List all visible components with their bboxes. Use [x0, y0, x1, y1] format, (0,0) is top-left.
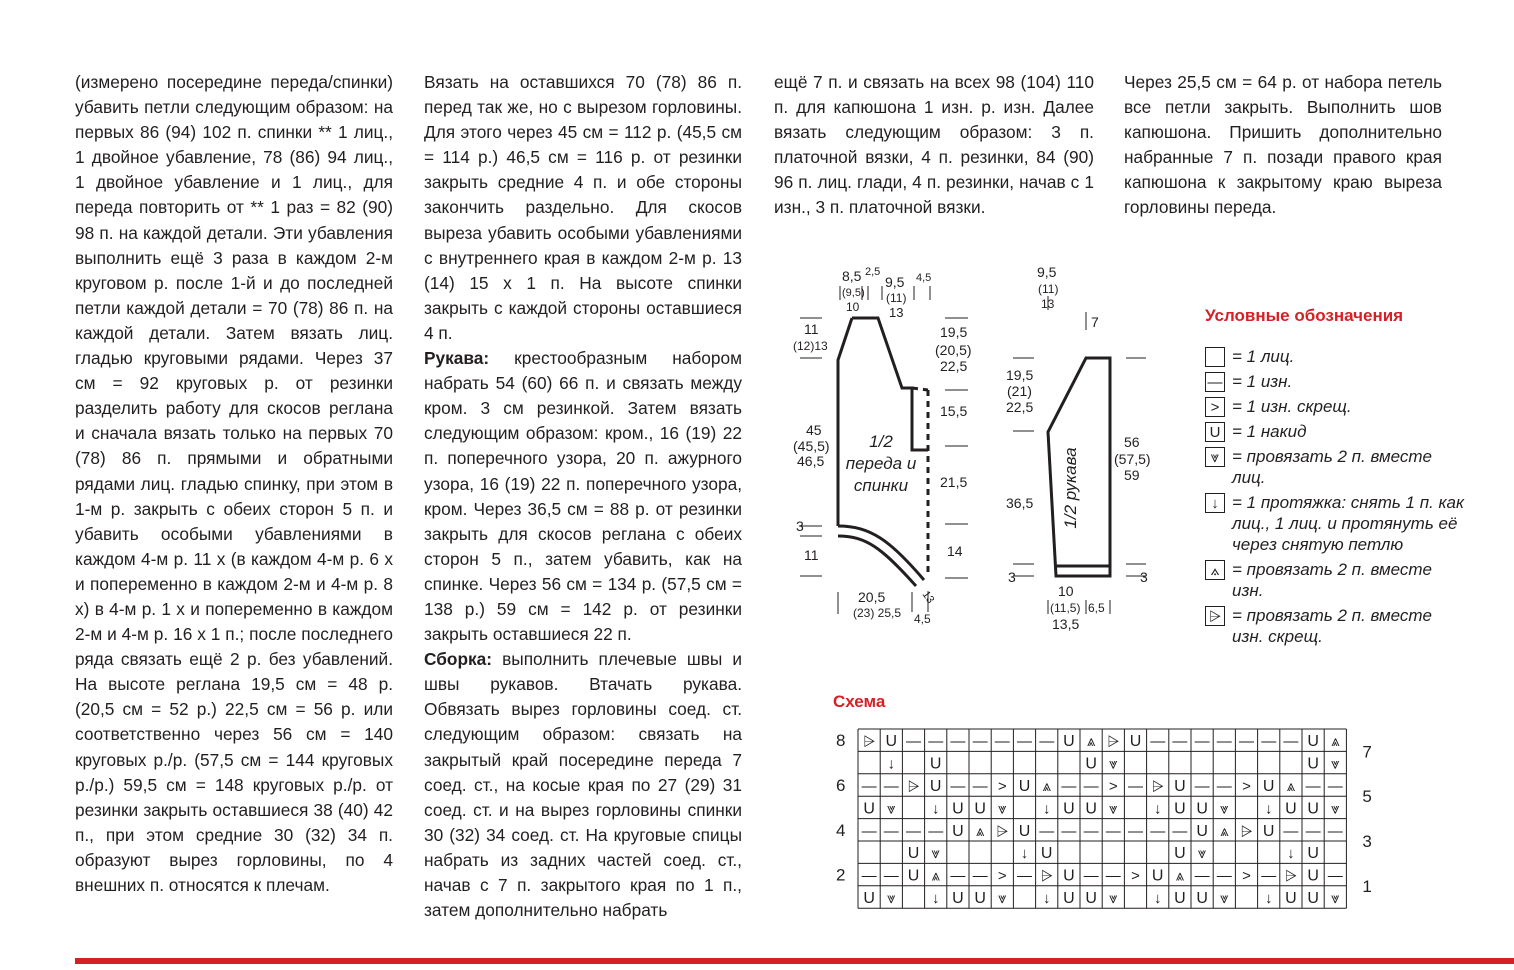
stitch-symbol: U	[1085, 755, 1097, 773]
dim-top-a: 8,5	[842, 268, 862, 284]
stitch-symbol: U	[1040, 845, 1053, 863]
row-label-left: 6	[836, 776, 846, 795]
stitch-symbol: U	[952, 890, 964, 907]
stitch-symbol: —	[972, 733, 988, 751]
stitch-symbol: U	[1063, 800, 1075, 818]
dim-right1-sub: (20,5)	[935, 342, 972, 358]
stitch-symbol: ↓	[1020, 845, 1029, 863]
stitch-symbol: —	[1216, 778, 1232, 795]
dim-left4: 11	[804, 547, 819, 563]
stitch-symbol: —	[1150, 733, 1166, 751]
stitch-symbol: —	[1261, 867, 1277, 885]
paragraph-sleeves	[424, 346, 742, 647]
stitch-symbol: —	[1039, 733, 1055, 751]
stitch-symbol: ⩥	[1107, 733, 1120, 751]
sleeve-left2: 36,5	[1006, 495, 1034, 511]
stitch-symbol: >	[1242, 867, 1251, 885]
stitch-symbol: U	[1196, 890, 1208, 907]
dim-right3: 21,5	[940, 474, 968, 490]
stitch-symbol: ↓	[1042, 890, 1051, 907]
stitch-symbol: —	[1083, 867, 1099, 885]
stitch-symbol: U	[1018, 822, 1031, 840]
stitch-symbol: —	[928, 822, 944, 840]
stitch-symbol: ⩔	[1109, 755, 1118, 773]
stitch-symbol: —	[972, 867, 988, 885]
stitch-symbol: —	[1305, 822, 1321, 840]
stitch-symbol: ⩓	[975, 822, 985, 840]
sleeve-right1-sub2: 59	[1124, 467, 1140, 483]
stitch-symbol: U	[1196, 822, 1208, 840]
stitch-symbol: U	[1307, 890, 1319, 907]
stitch-symbol: —	[1017, 867, 1032, 885]
legend-item	[1205, 421, 1465, 442]
stitch-symbol: U	[974, 800, 986, 818]
body-pattern-diagram	[780, 255, 990, 635]
dim-left1: 11	[804, 321, 819, 337]
stitch-symbol: ⩔	[1197, 845, 1207, 863]
stitch-symbol: ⩥	[907, 778, 920, 795]
stitch-symbol: —	[861, 822, 877, 840]
sleeve-pattern-diagram	[1000, 255, 1170, 640]
dim-top-b: 9,5	[885, 274, 905, 290]
legend-text: = провязать 2 п. вместе изн. скрещ.	[1232, 606, 1432, 646]
legend-text: = 1 протяжка: снять 1 п. как лиц., 1 лиц. и протянуть её через снятую петлю	[1232, 493, 1465, 554]
stitch-symbol: ⩥	[1151, 778, 1164, 795]
dim-left2-sub: (45,5)	[793, 438, 830, 454]
legend-item	[1205, 605, 1465, 647]
stitch-symbol: ↓	[1287, 845, 1295, 863]
stitch-symbol: —	[1283, 733, 1299, 751]
stitch-symbol: ⩔	[931, 845, 940, 863]
stitch-symbol: U	[952, 822, 964, 840]
stitch-symbol: —	[1327, 867, 1343, 885]
stitch-symbol: —	[1083, 822, 1099, 840]
stitch-symbol: ⩓	[1086, 733, 1096, 751]
row-label-right: 1	[1362, 876, 1372, 896]
stitch-symbol: ⩓	[1286, 778, 1296, 795]
bottom-accent-bar	[75, 958, 1514, 964]
stitch-symbol: —	[1327, 822, 1343, 840]
sleeve-bottom-r: 6,5	[1088, 601, 1105, 615]
legend-title: Условные обозначения	[1205, 306, 1404, 325]
stitch-symbol: ⩥	[1040, 867, 1053, 885]
stitch-symbol: ⩔	[998, 800, 1007, 818]
stitch-symbol: U	[1174, 845, 1186, 863]
stitch-symbol: ⩔	[1331, 800, 1340, 818]
row-label-left: 4	[836, 820, 846, 840]
stitch-symbol: U	[863, 800, 875, 818]
sleeve-left1-sub2: 22,5	[1006, 399, 1034, 415]
stitch-symbol: ↓	[1264, 890, 1273, 907]
stitch-symbol: U	[1018, 778, 1031, 795]
stitch-symbol: ⩔	[998, 890, 1007, 907]
stitch-symbol: >	[1131, 867, 1140, 885]
stitch-symbol: ⩥	[1284, 867, 1297, 885]
dim-left1-sub: (12)13	[793, 339, 828, 353]
stitch-symbol: ↓	[1042, 800, 1051, 818]
sleeve-right1-sub: (57,5)	[1114, 451, 1151, 467]
stitch-symbol: U	[1307, 867, 1319, 885]
legend-item	[1205, 371, 1465, 392]
stitch-symbol: ⩥	[863, 733, 876, 751]
legend-symbol-icon: ↓	[1205, 493, 1225, 513]
paragraph: Через 25,5 см = 64 р. от набора петель все петли закрыть. Выполнить шов капюшона. Пришить дополнительно набранные 7 п. позади правого края капюшона к закрытому краю выреза горловины переда.	[1124, 72, 1442, 218]
stitch-symbol: —	[1194, 733, 1210, 751]
dim-bottom-diag: 13	[919, 588, 937, 606]
stitch-symbol: —	[950, 733, 966, 751]
text-column-1	[75, 70, 393, 898]
stitch-symbol: U	[952, 800, 964, 818]
sleeve-top-sub2: 13	[1041, 297, 1055, 311]
stitch-symbol: —	[950, 778, 966, 795]
sleeve-bottom-sub: (11,5)	[1050, 601, 1081, 615]
stitch-symbol: ⩥	[1240, 822, 1253, 840]
stitch-symbol: U	[1262, 822, 1275, 840]
stitch-symbol: U	[863, 890, 875, 907]
stitch-symbol: >	[997, 778, 1007, 795]
row-label-left: 2	[836, 865, 846, 885]
legend-symbol-icon: ⟑	[1205, 560, 1225, 580]
sleeve-right1: 56	[1124, 434, 1140, 450]
paragraph: ещё 7 п. и связать на всех 98 (104) 110 п. для капюшона 1 изн. р. изн. Далее вязать следующим образом: 3 п. платочной вязки, 4 п. резинки, 84 (90) 96 п. лиц. глади, 4 п. резинки, начав с 1 изн., 3 п. платочной вязки.	[774, 72, 1094, 218]
legend-item	[1205, 492, 1465, 555]
stitch-symbol: —	[883, 822, 899, 840]
stitch-symbol: —	[1017, 733, 1032, 751]
stitch-symbol: —	[972, 778, 988, 795]
legend-symbol-icon: U	[1205, 422, 1225, 442]
stitch-symbol: U	[1151, 867, 1164, 885]
stitch-symbol: >	[1242, 778, 1251, 795]
sleeve-bottom-sub2: 13,5	[1052, 616, 1080, 632]
dim-top-b-sub2: 13	[889, 305, 904, 320]
legend-symbol-icon	[1205, 347, 1225, 367]
stitch-symbol: U	[1262, 778, 1275, 795]
dim-left2-sub2: 46,5	[797, 453, 825, 469]
sleeve-top: 9,5	[1037, 264, 1057, 280]
stitch-symbol: —	[1327, 778, 1343, 795]
row-label-right: 3	[1362, 832, 1372, 851]
stitch-symbol: —	[883, 867, 899, 885]
stitch-symbol: >	[1108, 778, 1118, 795]
stitch-symbol: —	[1194, 778, 1210, 795]
stitch-symbol: U	[1174, 778, 1186, 795]
stitch-symbol: —	[950, 867, 966, 885]
dim-top-a-sub: (9,5)	[842, 287, 865, 299]
stitch-symbol: ↓	[887, 755, 896, 773]
stitch-symbol: —	[1150, 822, 1166, 840]
stitch-symbol: ⩓	[1175, 867, 1185, 885]
stitch-symbol: ⩔	[1220, 800, 1229, 818]
body-label-3: спинки	[853, 476, 909, 495]
dim-top-b2: 4,5	[916, 272, 932, 284]
sleeve-left3: 3	[1008, 569, 1016, 585]
paragraph-sleeves-text: крестообразным набором набрать 54 (60) 66 п. и связать между кром. 3 см резинкой. Затем вязать следующим образом: кром., 16 (19) 22 п. поперечного узора, 20 п. ажурного узора, 16 (19) 22 п. поперечного узора, кром. Через 36,5 см = 88 р. от резинки закрыть для скосов реглана с обеих сторон 5 п., затем убавить, как на спинке. Через 56 см = 134 р. (57,5 см = 138 р.) 59 см = 142 р. от резинки закрыть оставшиеся 22 п.	[424, 348, 742, 645]
heading-sleeves: Рукава:	[424, 348, 490, 369]
text-column-2	[424, 70, 742, 923]
stitch-symbol: —	[1216, 867, 1232, 885]
stitch-symbol: —	[1239, 733, 1254, 751]
stitch-symbol: >	[997, 867, 1007, 885]
stitch-symbol: U	[1307, 755, 1319, 773]
legend-text: = 1 изн. скрещ.	[1232, 397, 1352, 416]
row-label-right: 5	[1362, 787, 1372, 807]
stitch-symbol: ↓	[1153, 890, 1162, 907]
legend-symbol-icon: >	[1205, 397, 1225, 417]
sleeve-bottom: 10	[1058, 583, 1074, 599]
sleeve-left1-sub: (21)	[1007, 383, 1032, 399]
stitch-symbol: U	[885, 733, 898, 751]
legend-text: = 1 накид	[1232, 422, 1307, 441]
legend-symbol-icon: —	[1205, 372, 1225, 392]
stitch-symbol: —	[1172, 822, 1188, 840]
text-column-3	[774, 70, 1094, 221]
stitch-symbol: ↓	[1264, 800, 1273, 818]
stitch-symbol: U	[974, 890, 986, 907]
legend-item	[1205, 396, 1465, 417]
heading-assembly: Сборка:	[424, 649, 493, 670]
stitch-symbol: U	[1129, 733, 1142, 751]
dim-top-a2: 2,5	[865, 266, 881, 278]
stitch-symbol: U	[1174, 890, 1186, 907]
stitch-symbol: ⩔	[887, 890, 896, 907]
stitch-symbol: —	[1194, 867, 1210, 885]
stitch-symbol: ⩓	[931, 867, 940, 885]
row-label-right: 7	[1362, 742, 1372, 762]
paragraph: (измерено посередине переда/спинки) убавить петли следующим образом: на первых 86 (94) 102 п. спинки ** 1 лиц., 1 двойное убавление, 78 (86) 94 лиц., 1 двойное убавление и 1 лиц., для переда повторить от ** 1 раз = 82 (90) 98 п. на каждой детали. Эти убавления выполнить ещё 3 раза в каждом 2-м круговом р. после 1-й и до последней петли каждой детали = 70 (78) 86 п. на каждой детали. Затем вязать лиц. гладью круговыми рядами. Через 37 см = 92 круговых р. от резинки разделить работу для скосов реглана и сначала вязать только на первых 70 (78) 86 п. прямыми и обратными рядами лиц. гладью спинку, при этом в 1-м р. закрыть с обеих сторон 5 п. и убавить особыми убавлениями в каждом 4-м р. 11 х (в каждом 4-м р. 6 х и попеременно в каждом 2-м и 4-м р. 8 х) в 4-м р. 1 х и попеременно в каждом 2-м и 4-м р. 16 х 1 п.; после последнего ряда связать ещё 2 р. без убавлений. На высоте реглана 19,5 см = 48 р. (20,5 см = 52 р.) 22,5 см = 56 р. или соответственно через 56 см = 140 круговых р./р. (57,5 см = 144 круговых р./р.) 59,5 см = 148 круговых р./р. от резинки закрыть оставшиеся 38 (40) 42 п., при этом средние 30 (32) 34 п. образуют вырез горловины, по 4 внешних п. относятся к плечам.	[75, 72, 393, 895]
stitch-symbol: ⩔	[1220, 890, 1229, 907]
row-label-left: 8	[836, 731, 846, 751]
stitch-symbol: U	[1085, 890, 1097, 907]
stitch-symbol: U	[1285, 890, 1297, 907]
stitch-symbol: ⩓	[1331, 733, 1340, 751]
stitch-symbol: —	[861, 778, 877, 795]
sleeve-top-r: 7	[1091, 314, 1099, 330]
stitch-symbol: ⩔	[1109, 890, 1118, 907]
stitch-symbol: —	[1105, 867, 1121, 885]
legend-symbol-icon: ⩥	[1205, 606, 1225, 626]
stitch-symbol: —	[1172, 733, 1188, 751]
paragraph-front: Вязать на оставшихся 70 (78) 86 п. перед так же, но с вырезом горловины. Для этого через 45 см = 112 р. (45,5 см = 114 р.) 46,5 см = 116 р. от резинки закрыть средние 4 п. и обе стороны закончить раздельно. Для скосов выреза убавить особыми убавлениями с внутреннего края в каждом 2-м р. 13 (14) 15 х 1 п. На высоте спинки закрыть с каждой стороны оставшиеся 4 п.	[424, 72, 742, 343]
stitch-symbol: ↓	[1153, 800, 1162, 818]
stitch-symbol: U	[1063, 733, 1075, 751]
paragraph-assembly	[424, 647, 742, 923]
stitch-symbol: ⩔	[1109, 800, 1118, 818]
stitch-symbol: —	[1128, 822, 1143, 840]
stitch-symbol: U	[1307, 800, 1319, 818]
stitch-symbol: ↓	[931, 890, 940, 907]
stitch-symbol: ⩓	[1042, 778, 1051, 795]
dim-left3: 3	[796, 518, 804, 534]
stitch-symbol: U	[1174, 800, 1186, 818]
stitch-symbol: —	[1261, 733, 1277, 751]
dim-right1: 19,5	[940, 324, 968, 340]
sleeve-top-sub: (11)	[1038, 282, 1059, 296]
stitch-symbol: —	[906, 733, 921, 751]
dim-bottom-r: 4,5	[914, 612, 931, 626]
legend-text: = провязать 2 п. вместе лиц.	[1232, 447, 1432, 487]
stitch-symbol: U	[907, 867, 920, 885]
legend-symbol-icon: ⩔	[1205, 447, 1225, 467]
dim-left2: 45	[806, 422, 822, 438]
body-label-1: 1/2	[869, 432, 893, 451]
legend-item	[1205, 446, 1465, 488]
text-column-4	[1124, 70, 1442, 221]
stitch-symbol: U	[1063, 867, 1075, 885]
stitch-symbol: —	[1083, 778, 1099, 795]
legend-text: = 1 изн.	[1232, 372, 1293, 391]
stitch-symbol: U	[929, 755, 942, 773]
stitch-symbol: U	[1285, 800, 1297, 818]
sleeve-right2: 3	[1140, 569, 1148, 585]
stitch-symbol: —	[1105, 822, 1121, 840]
dim-right2: 15,5	[940, 403, 968, 419]
schema-title: Схема	[833, 692, 886, 711]
legend-text: = провязать 2 п. вместе изн.	[1232, 560, 1432, 600]
dim-top-b-sub: (11)	[886, 291, 907, 305]
sleeve-label: 1/2 рукава	[1061, 447, 1080, 529]
stitch-symbol: —	[883, 778, 899, 795]
stitch-symbol: —	[1216, 733, 1232, 751]
stitch-symbol: —	[994, 733, 1010, 751]
stitch-symbol: —	[861, 867, 877, 885]
stitch-symbol: ⩔	[887, 800, 896, 818]
stitch-symbol: U	[1196, 800, 1208, 818]
dim-bottom: 20,5	[858, 589, 886, 605]
stitch-symbol: U	[1307, 845, 1319, 863]
paragraph-assembly-text: выполнить плечевые швы и швы рукавов. Втачать рукава. Обвязать вырез горловины соед. ст. следующим образом: связать на закрытый край посередине переда 7 соед. ст., на косые края по 27 (29) 31 соед. ст. и на вырез горловины спинки 30 (32) 34 соед. ст. На круговые спицы набрать из задних частей соед. ст., начав с 7 п. закрытого края по 1 п., затем дополнительно набрать	[424, 649, 742, 921]
stitch-symbol: U	[1085, 800, 1097, 818]
stitch-symbol: ⩥	[996, 822, 1009, 840]
dim-top-a-sub2: 10	[846, 300, 860, 314]
stitch-symbol: —	[1305, 778, 1321, 795]
stitch-symbol: —	[1283, 822, 1299, 840]
dim-bottom-sub: (23) 25,5	[853, 606, 902, 620]
dim-right1-sub2: 22,5	[940, 358, 968, 374]
stitch-symbol: ⩔	[1331, 755, 1340, 773]
legend	[1205, 346, 1465, 651]
stitch-symbol: ⩔	[1331, 890, 1340, 907]
stitch-symbol: U	[929, 778, 942, 795]
stitch-chart	[830, 725, 1372, 915]
stitch-symbol: —	[1128, 778, 1143, 795]
stitch-symbol: ⩓	[1220, 822, 1229, 840]
legend-item	[1205, 559, 1465, 601]
body-label-2: переда и	[845, 454, 917, 473]
stitch-symbol: —	[906, 822, 921, 840]
stitch-symbol: U	[907, 845, 920, 863]
stitch-symbol: —	[928, 733, 944, 751]
legend-item	[1205, 346, 1465, 367]
stitch-symbol: —	[1061, 822, 1077, 840]
stitch-symbol: U	[1307, 733, 1319, 751]
dim-right4: 14	[947, 543, 963, 559]
stitch-symbol: —	[1039, 822, 1055, 840]
legend-text: = 1 лиц.	[1232, 347, 1295, 366]
stitch-symbol: U	[1063, 890, 1075, 907]
sleeve-left1: 19,5	[1006, 367, 1034, 383]
stitch-symbol: —	[1061, 778, 1077, 795]
stitch-symbol: ↓	[931, 800, 940, 818]
